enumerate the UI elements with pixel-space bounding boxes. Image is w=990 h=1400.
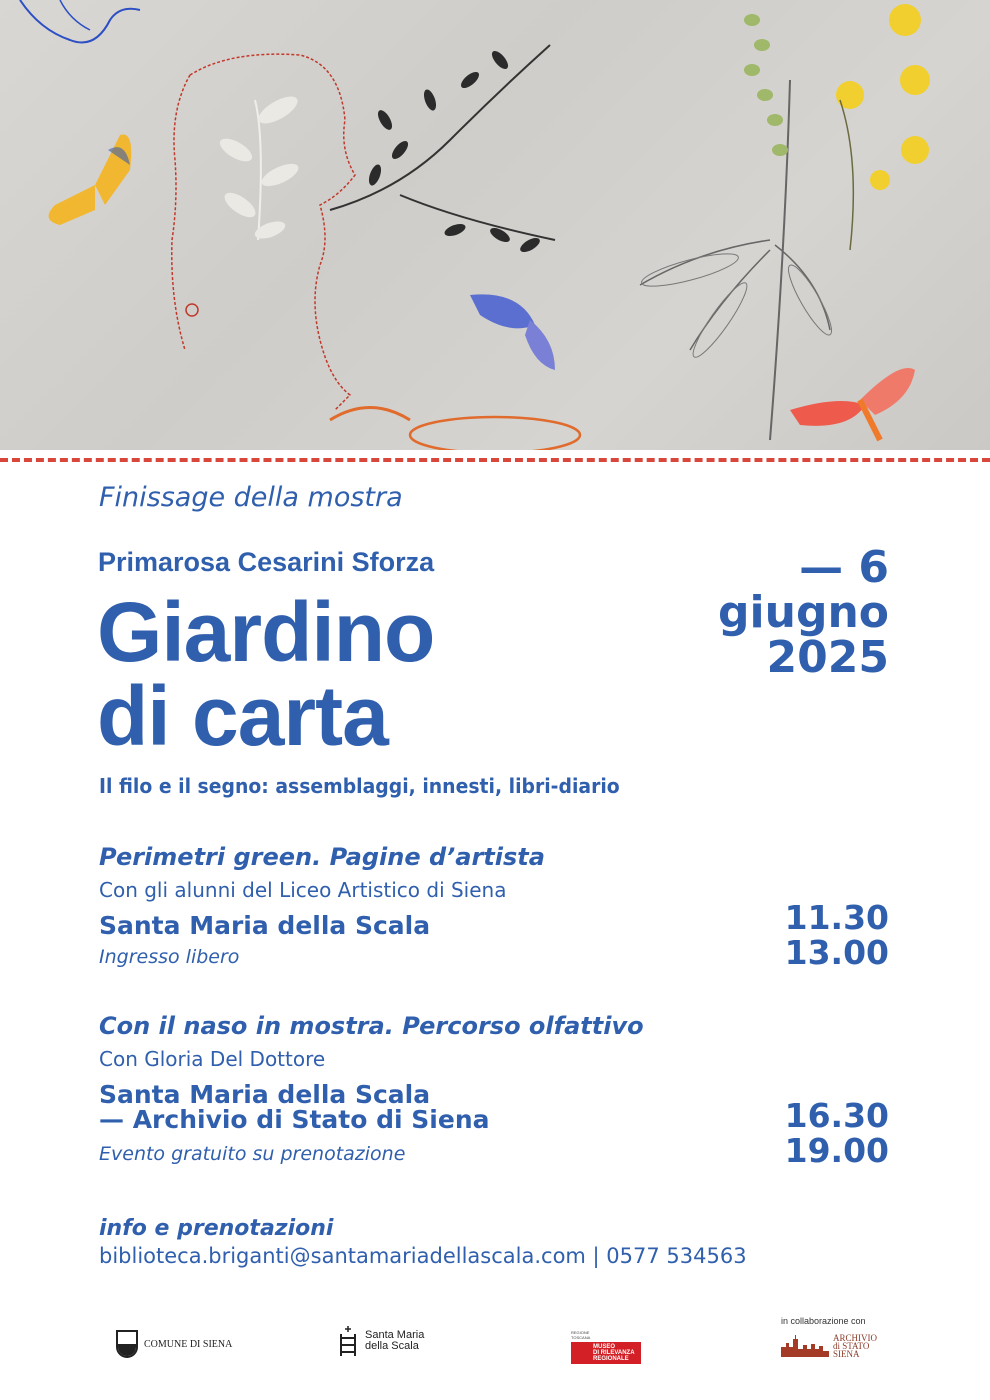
logo-museo-line1: MUSEO [593,1344,616,1350]
artist-name: Primarosa Cesarini Sforza [98,547,435,577]
event-1-place-line1: Santa Maria della Scala [99,911,431,940]
event-1-place [99,913,430,938]
logo-regione-line1: REGIONE [571,1330,590,1335]
logo-archivio-line3: SIENA [833,1349,860,1359]
title-line-2: di carta [97,669,388,763]
event-2-time-start: 16.30 [784,1096,889,1135]
ladder-icon [337,1326,359,1356]
siena-shield-icon [116,1330,138,1358]
event-1-time-start: 11.30 [784,898,889,937]
date-year: 2025 [766,632,889,683]
partner-logos [0,1310,990,1390]
logo-sms-text [365,1330,424,1352]
event-2-note: Evento gratuito su prenotazione [99,1143,406,1165]
logo-comune-di-siena [116,1330,232,1358]
logo-archivio-di-stato [781,1334,877,1358]
collaboration-label: in collaborazione con [781,1316,866,1326]
event-2-place [99,1082,490,1132]
logo-museo-line3: REGIONALE [593,1356,629,1362]
date-day: — 6 [799,542,889,593]
logo-museo-line2: DI RILEVANZA [593,1350,635,1356]
event-2-place-line1: Santa Maria della Scala [99,1080,431,1109]
event-1-time [785,900,889,970]
logo-sms-line2: della Scala [365,1340,419,1352]
logo-comune-text: COMUNE DI SIENA [144,1338,233,1350]
info-contact[interactable]: biblioteca.briganti@santamariadellascala.com | 0577 534563 [99,1244,747,1268]
event-1-time-end: 13.00 [784,933,889,972]
event-2-time-end: 19.00 [784,1131,889,1170]
exhibition-subtitle: Il filo e il segno: assemblaggi, innesti, libri-diario [99,774,620,798]
exhibition-title [97,585,435,763]
event-1-title: Perimetri green. Pagine d’artista [99,843,545,871]
event-2-title: Con il naso in mostra. Percorso olfattivo [99,1012,644,1040]
event-1-with: Con gli alunni del Liceo Artistico di Siena [99,878,507,902]
date-month: giugno [718,587,889,638]
logo-regione-line2: TOSCANA [571,1335,591,1340]
finissage-label: Finissage della mostra [99,482,403,513]
dashed-divider [0,458,990,462]
logo-archivio-line2: di STATO [833,1341,870,1351]
title-line-1: Giardino [97,585,435,679]
event-date [718,542,889,683]
event-2-time [785,1098,889,1168]
siena-skyline-icon [781,1335,829,1357]
artwork-illustration [0,0,990,450]
logo-archivio-line1: ARCHIVIO [833,1333,877,1343]
logo-museo-rilevanza-regionale [571,1330,641,1364]
logo-santa-maria-della-scala [337,1326,424,1356]
logo-regione-text [571,1330,590,1340]
logo-archivio-text [833,1334,877,1358]
info-label: info e prenotazioni [99,1216,334,1241]
logo-sms-line1: Santa Maria [365,1329,425,1341]
hero-artwork [0,0,990,450]
logo-museo-badge [571,1342,641,1364]
event-2-place-line2: — Archivio di Stato di Siena [99,1105,490,1134]
event-2-with: Con Gloria Del Dottore [99,1047,326,1071]
event-1-note: Ingresso libero [99,946,240,968]
